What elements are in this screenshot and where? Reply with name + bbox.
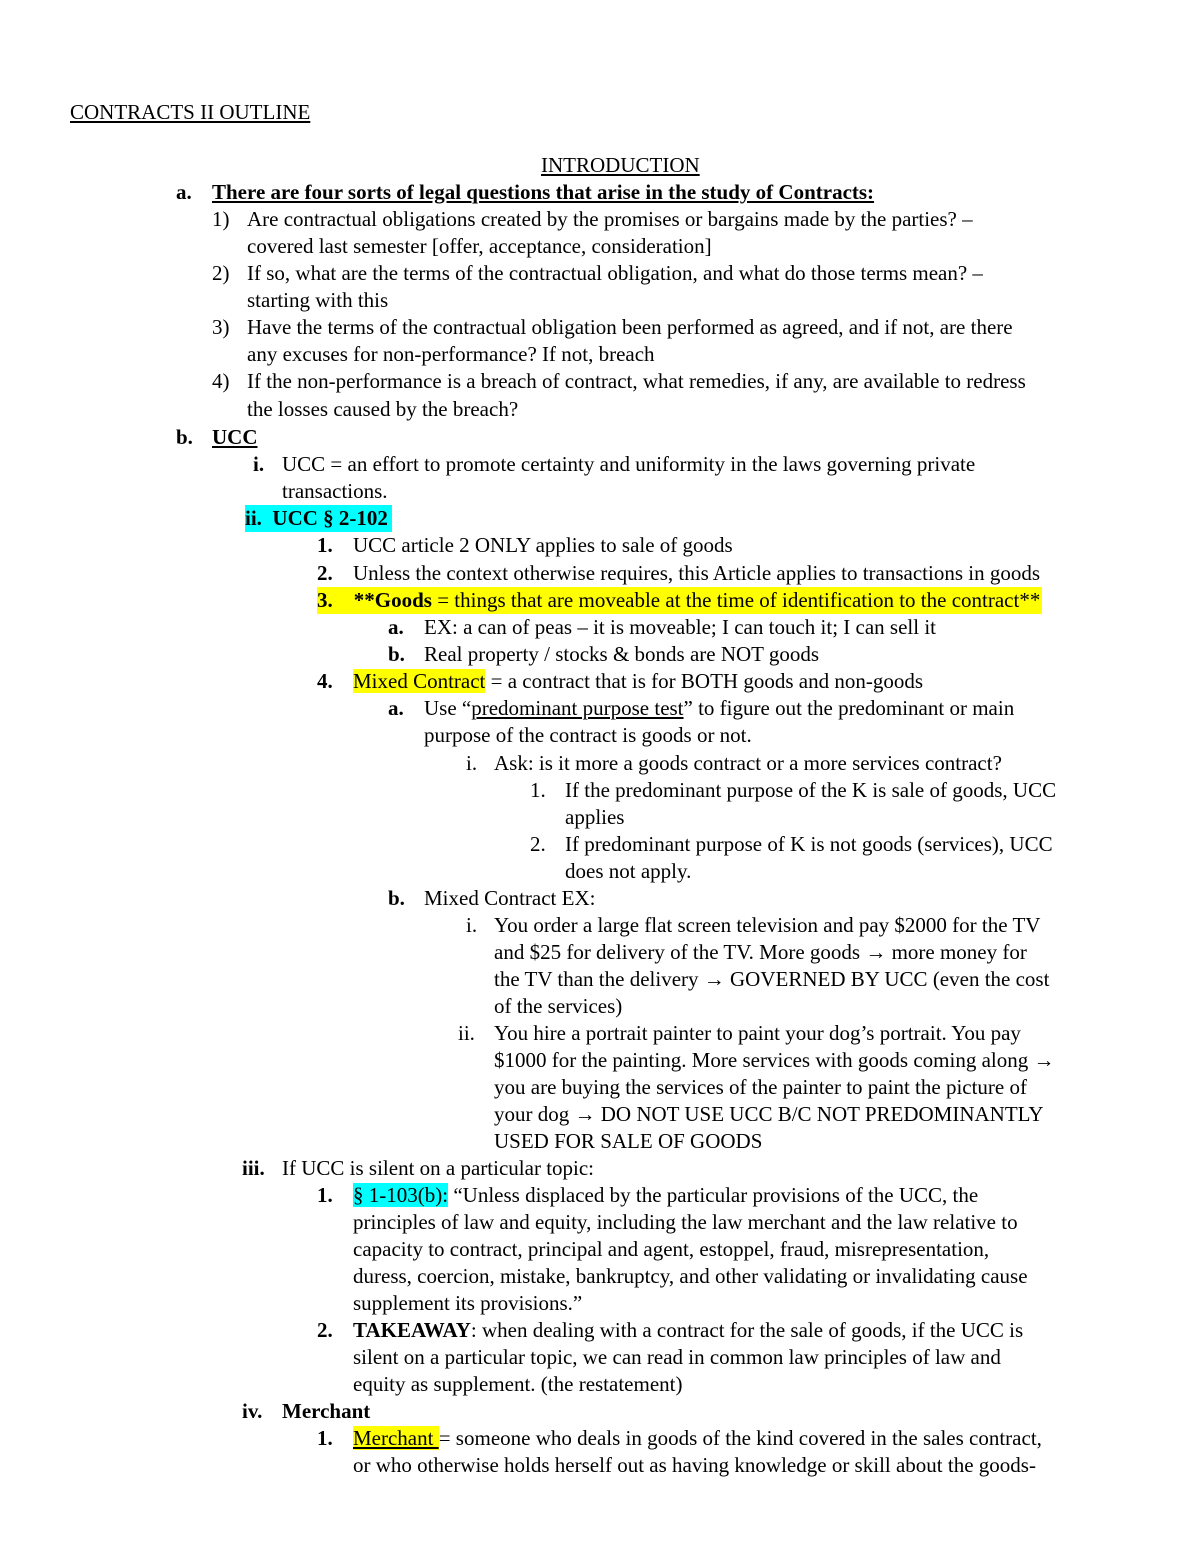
list-marker: iv. xyxy=(242,1399,263,1423)
list-item-line: If the predominant purpose of the K is sale of goods, UCC xyxy=(565,778,1057,802)
list-item-line: principles of law and equity, including the law merchant and the law relative to xyxy=(353,1210,1018,1234)
list-item-line: EX: a can of peas – it is moveable; I can touch it; I can sell it xyxy=(424,615,936,639)
list-item-line: does not apply. xyxy=(565,859,692,883)
list-item-line: duress, coercion, mistake, bankruptcy, and other validating or invalidating cause xyxy=(353,1264,1028,1288)
text-fragment: ” to figure out the predominant or main xyxy=(683,696,1015,720)
goods-definition: = things that are moveable at the time of identification to the contract** xyxy=(431,588,1041,612)
list-item-line: the TV than the delivery → GOVERNED BY UCC (even the cost xyxy=(494,967,1050,991)
text-fragment: = someone who deals in goods of the kind covered in the sales contract, xyxy=(438,1426,1042,1450)
list-item-line: Unless the context otherwise requires, this Article applies to transactions in goods xyxy=(353,561,1041,585)
list-item-line: of the services) xyxy=(494,994,623,1018)
text-fragment: “Unless displaced by the particular provisions of the UCC, the xyxy=(448,1183,979,1207)
list-marker: b. xyxy=(388,886,405,910)
section-heading-introduction: INTRODUCTION xyxy=(541,153,700,177)
goods-term: **Goods xyxy=(353,588,432,612)
list-marker: 2) xyxy=(212,261,230,285)
list-marker: 3. xyxy=(317,588,333,612)
list-item-line: UCC article 2 ONLY applies to sale of goods xyxy=(353,533,733,557)
list-marker: 3) xyxy=(212,315,230,339)
list-marker: 4. xyxy=(317,669,333,693)
list-marker: 1. xyxy=(317,1183,333,1207)
merchant-term: Merchant xyxy=(353,1426,439,1450)
list-marker: 2. xyxy=(530,832,546,856)
list-item-line: If so, what are the terms of the contractual obligation, and what do those terms mean? – xyxy=(247,261,983,285)
list-marker: i. xyxy=(466,751,478,775)
text-fragment: Use “ xyxy=(424,696,472,720)
list-item-line: starting with this xyxy=(247,288,389,312)
list-marker: 1. xyxy=(317,1426,333,1450)
list-item-line: If the non-performance is a breach of contract, what remedies, if any, are available to redress xyxy=(247,369,1026,393)
list-item-line: USED FOR SALE OF GOODS xyxy=(494,1129,763,1153)
list-marker: ii. xyxy=(245,506,262,530)
text-fragment: : when dealing with a contract for the sale of goods, if the UCC is xyxy=(470,1318,1024,1342)
list-item-line: applies xyxy=(565,805,625,829)
list-marker: 2. xyxy=(317,1318,333,1342)
list-item-line: covered last semester [offer, acceptance, consideration] xyxy=(247,234,712,258)
takeaway-label: TAKEAWAY xyxy=(353,1318,471,1342)
list-item-line: Mixed Contract EX: xyxy=(424,886,596,910)
list-item-line: transactions. xyxy=(282,479,388,503)
list-item-line: supplement its provisions.” xyxy=(353,1291,583,1315)
list-item-line: $1000 for the painting. More services with goods coming along → xyxy=(494,1048,1055,1072)
list-item-line: capacity to contract, principal and agent, estoppel, fraud, misrepresentation, xyxy=(353,1237,990,1261)
mixed-contract-definition: = a contract that is for BOTH goods and non-goods xyxy=(485,669,923,693)
list-marker: ii. xyxy=(458,1021,475,1045)
list-marker: b. xyxy=(176,425,193,449)
list-marker: b. xyxy=(388,642,405,666)
list-marker: i. xyxy=(253,452,265,476)
list-marker: 2. xyxy=(317,561,333,585)
list-item-line xyxy=(353,1317,1023,1344)
list-item-line: If predominant purpose of K is not goods (services), UCC xyxy=(565,832,1053,856)
predominant-purpose-test-term: predominant purpose test xyxy=(471,696,684,720)
list-item-line: You order a large flat screen television and pay $2000 for the TV xyxy=(494,913,1041,937)
list-item-line xyxy=(353,1425,1042,1452)
list-item-line xyxy=(353,1182,978,1209)
list-marker: 1. xyxy=(317,533,333,557)
list-item-line: or who otherwise holds herself out as having knowledge or skill about the goods- xyxy=(353,1453,1036,1477)
list-marker: a. xyxy=(176,180,192,204)
list-marker: 1. xyxy=(530,778,546,802)
list-item-line: equity as supplement. (the restatement) xyxy=(353,1372,683,1396)
section-ii-heading-highlight xyxy=(245,505,392,532)
list-item-line: Are contractual obligations created by the promises or bargains made by the parties? – xyxy=(247,207,973,231)
goods-definition-highlight xyxy=(317,587,1042,614)
section-ii-heading: UCC § 2-102 xyxy=(272,506,388,530)
section-a-heading: There are four sorts of legal questions that arise in the study of Contracts: xyxy=(212,180,875,204)
mixed-contract-term: Mixed Contract xyxy=(353,669,486,693)
list-marker: a. xyxy=(388,615,404,639)
list-item-line: your dog → DO NOT USE UCC B/C NOT PREDOMINANTLY xyxy=(494,1102,1044,1126)
list-marker: i. xyxy=(466,913,478,937)
list-item-line: the losses caused by the breach? xyxy=(247,397,519,421)
list-item-line: Have the terms of the contractual obligation been performed as agreed, and if not, are there xyxy=(247,315,1013,339)
list-item-line xyxy=(424,695,1014,722)
list-item-line: You hire a portrait painter to paint your dog’s portrait. You pay xyxy=(494,1021,1021,1045)
list-item-line: UCC = an effort to promote certainty and uniformity in the laws governing private xyxy=(282,452,976,476)
document-title: CONTRACTS II OUTLINE xyxy=(70,100,311,124)
list-item-line xyxy=(353,668,923,695)
list-item-line: any excuses for non-performance? If not, breach xyxy=(247,342,655,366)
list-marker: iii. xyxy=(242,1156,265,1180)
list-item-line: If UCC is silent on a particular topic: xyxy=(282,1156,595,1180)
list-item-line: you are buying the services of the painter to paint the picture of xyxy=(494,1075,1027,1099)
list-marker: 4) xyxy=(212,369,230,393)
section-b-heading: UCC xyxy=(212,425,258,449)
list-marker: 1) xyxy=(212,207,230,231)
list-item-line: silent on a particular topic, we can read in common law principles of law and xyxy=(353,1345,1001,1369)
list-marker: a. xyxy=(388,696,404,720)
list-item-line: purpose of the contract is goods or not. xyxy=(424,723,752,747)
list-item-line: and $25 for delivery of the TV. More goods → more money for xyxy=(494,940,1027,964)
merchant-heading: Merchant xyxy=(282,1399,371,1423)
list-item-line: Ask: is it more a goods contract or a more services contract? xyxy=(494,751,1002,775)
list-item-line: Real property / stocks & bonds are NOT goods xyxy=(424,642,820,666)
ucc-1-103-citation: § 1-103(b): xyxy=(353,1183,449,1207)
